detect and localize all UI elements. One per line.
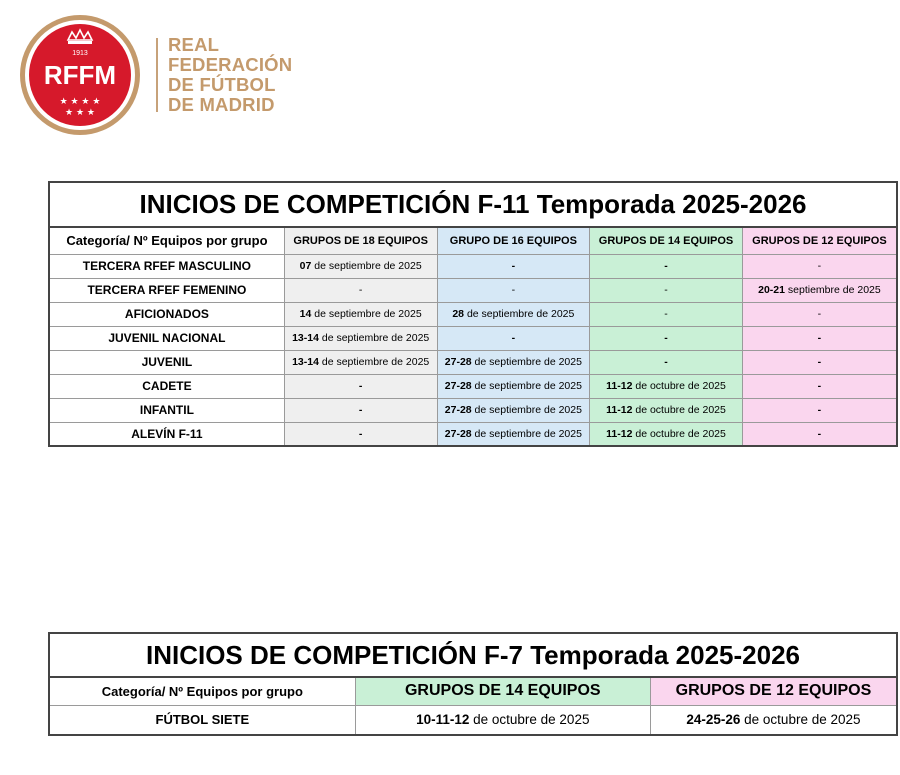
- date-cell-g12: -: [742, 326, 897, 350]
- date-cell-g16: 27-28 de septiembre de 2025: [437, 422, 590, 446]
- f11-start-dates-table: [48, 181, 898, 447]
- category-cell: AFICIONADOS: [49, 302, 284, 326]
- f11-header-row: [49, 227, 897, 254]
- f11-header-g18: GRUPOS DE 18 EQUIPOS: [284, 227, 437, 254]
- category-cell: ALEVÍN F-11: [49, 422, 284, 446]
- date-cell-g18: 14 de septiembre de 2025: [284, 302, 437, 326]
- date-cell-g18: 07 de septiembre de 2025: [284, 254, 437, 278]
- category-cell: TERCERA RFEF FEMENINO: [49, 278, 284, 302]
- date-cell-g16: 28 de septiembre de 2025: [437, 302, 590, 326]
- f7-header-g14: GRUPOS DE 14 EQUIPOS: [355, 677, 650, 705]
- f11-header-g14: GRUPOS DE 14 EQUIPOS: [590, 227, 743, 254]
- date-cell-g14: -: [590, 350, 743, 374]
- date-cell-g16: -: [437, 326, 590, 350]
- rffm-logo: [16, 12, 292, 138]
- table-row: [49, 278, 897, 302]
- f7-row-category: FÚTBOL SIETE: [49, 705, 355, 735]
- date-cell-g18: -: [284, 398, 437, 422]
- f7-header-row: [49, 677, 897, 705]
- category-cell: TERCERA RFEF MASCULINO: [49, 254, 284, 278]
- date-cell-g14: -: [590, 302, 743, 326]
- f7-cell-g14: 10-11-12 de octubre de 2025: [355, 705, 650, 735]
- logo-divider: [156, 38, 158, 112]
- category-cell: INFANTIL: [49, 398, 284, 422]
- date-cell-g18: 13-14 de septiembre de 2025: [284, 326, 437, 350]
- svg-text:1913: 1913: [72, 50, 88, 57]
- f7-header-category: Categoría/ Nº Equipos por grupo: [49, 677, 355, 705]
- table-row: [49, 350, 897, 374]
- date-cell-g12: -: [742, 254, 897, 278]
- f7-header-g12: GRUPOS DE 12 EQUIPOS: [650, 677, 897, 705]
- table-row: [49, 705, 897, 735]
- category-cell: JUVENIL: [49, 350, 284, 374]
- svg-text:RFFM: RFFM: [43, 60, 117, 90]
- f7-title: INICIOS DE COMPETICIÓN F-7 Temporada 2025-2026: [49, 633, 897, 677]
- date-cell-g12: -: [742, 374, 897, 398]
- date-cell-g16: -: [437, 278, 590, 302]
- date-cell-g18: 13-14 de septiembre de 2025: [284, 350, 437, 374]
- table-row: [49, 326, 897, 350]
- f7-cell-g12: 24-25-26 de octubre de 2025: [650, 705, 897, 735]
- date-cell-g12: -: [742, 398, 897, 422]
- date-cell-g16: -: [437, 254, 590, 278]
- date-cell-g16: 27-28 de septiembre de 2025: [437, 398, 590, 422]
- svg-text:★ ★ ★: ★ ★ ★: [65, 108, 95, 118]
- date-cell-g18: -: [284, 374, 437, 398]
- f11-header-category: Categoría/ Nº Equipos por grupo: [49, 227, 284, 254]
- date-cell-g16: 27-28 de septiembre de 2025: [437, 374, 590, 398]
- date-cell-g18: -: [284, 422, 437, 446]
- logo-wordmark: REAL FEDERACIÓN DE FÚTBOL DE MADRID: [168, 34, 293, 115]
- rffm-badge-icon: [16, 12, 144, 138]
- date-cell-g16: 27-28 de septiembre de 2025: [437, 350, 590, 374]
- date-cell-g12: -: [742, 350, 897, 374]
- table-row: [49, 302, 897, 326]
- svg-text:★ ★ ★ ★: ★ ★ ★ ★: [59, 97, 101, 107]
- category-cell: JUVENIL NACIONAL: [49, 326, 284, 350]
- date-cell-g12: -: [742, 302, 897, 326]
- f11-header-g16: GRUPO DE 16 EQUIPOS: [437, 227, 590, 254]
- date-cell-g18: -: [284, 278, 437, 302]
- date-cell-g12: 20-21 septiembre de 2025: [742, 278, 897, 302]
- date-cell-g14: -: [590, 326, 743, 350]
- date-cell-g14: 11-12 de octubre de 2025: [590, 422, 743, 446]
- f7-start-dates-table: [48, 632, 898, 736]
- f11-header-g12: GRUPOS DE 12 EQUIPOS: [742, 227, 897, 254]
- date-cell-g14: -: [590, 278, 743, 302]
- table-row: [49, 374, 897, 398]
- f11-title: INICIOS DE COMPETICIÓN F-11 Temporada 2025-2026: [49, 182, 897, 227]
- table-row: [49, 254, 897, 278]
- category-cell: CADETE: [49, 374, 284, 398]
- date-cell-g14: 11-12 de octubre de 2025: [590, 398, 743, 422]
- date-cell-g12: -: [742, 422, 897, 446]
- table-row: [49, 398, 897, 422]
- date-cell-g14: -: [590, 254, 743, 278]
- table-row: [49, 422, 897, 446]
- date-cell-g14: 11-12 de octubre de 2025: [590, 374, 743, 398]
